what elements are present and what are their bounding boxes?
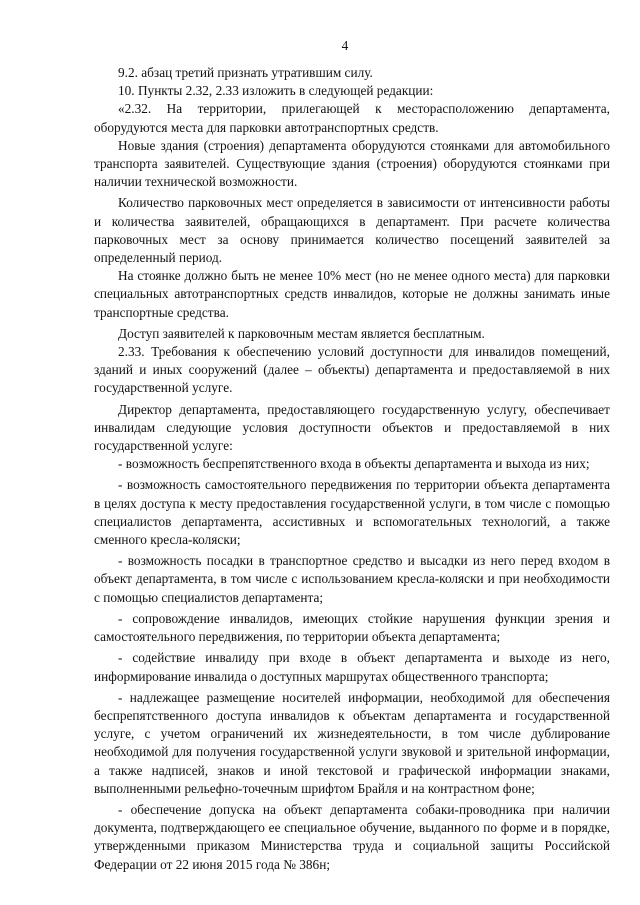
page-number: 4 [341,38,349,53]
paragraph-9-2: 9.2. абзац третий признать утратившим силу. [118,65,373,80]
list-item-guide-dog: - обеспечение допуска на объект департамента собаки-проводника при наличии документа, подтверждающего ее специальное обучение, выданного по форме и в порядке, утвержденными приказом Министерства труда и социальной защиты Российской Федерации от 22 июня 2015 года № 386н; [94,801,610,872]
paragraph-disabled-parking: На стоянке должно быть не менее 10% мест (но не менее одного места) для парковки специальных автотранспортных средств инвалидов, которые не должны занимать иные транспортные средства. [94,268,610,320]
paragraph-10: 10. Пункты 2.32, 2.33 изложить в следующей редакции: [118,83,434,99]
paragraph-new-buildings: Новые здания (строения) департамента оборудуются стоянками для автомобильного транспорта заявителей. Существующие здания (строения) оборудуются стоянками при наличии технической возможности. [94,137,610,190]
paragraph-parking-count: Количество парковочных мест определяется в зависимости от интенсивности работы и количества заявителей, обращающихся в департамент. При расчете количества парковочных мест за основу принимается количество посещений заявителей за определенный период. [94,195,610,266]
list-item-information-placement: - надлежащее размещение носителей информации, необходимой для обеспечения беспрепятственного доступа инвалидов к объектам департамента и государственной услуге, с учетом ограничений их жизнедеятельности, в том числе дублирование необходимой для получения государственной услуги звуковой и зрительной информации, а также надписей, знаков и иной текстовой и графической информации знаками, выполненными рельефно-точечным шрифтом Брайля и на контрастном фоне; [94,689,610,796]
paragraph-2-33: 2.33. Требования к обеспечению условий доступности для инвалидов помещений, зданий и иных сооружений (далее – объекты) департамента и предоставляемой в них государственной услуге. [94,344,610,396]
list-item-assistance: - содействие инвалиду при входе в объект департамента и выходе из него, информирование инвалида о доступных маршрутах общественного транспорта; [94,650,610,684]
paragraph-free-access: Доступ заявителей к парковочным местам является бесплатным. [118,325,485,341]
list-item-escort: - сопровождение инвалидов, имеющих стойкие нарушения функции зрения и самостоятельного передвижения, по территории объекта департамента; [94,610,610,645]
list-item-transport-boarding: - возможность посадки в транспортное средство и высадки из него перед входом в объект департамента, в том числе с использованием кресла-коляски и при необходимости с помощью специалистов департамента; [94,553,610,605]
list-item-movement: - возможность самостоятельного передвижения по территории объекта департамента в целях доступа к месту предоставления государственной услуги, в том числе с помощью специалистов департамента, ассистивных и вспомогательных технологий, а также сменного кресла-коляски; [94,477,610,548]
document-body [94,64,610,874]
list-item-entry-exit: - возможность беспрепятственного входа в объекты департамента и выхода из них; [118,456,590,472]
paragraph-director: Директор департамента, предоставляющего государственную услугу, обеспечивает инвалидам следующие условия доступности объектов и предоставляемой в них государственной услуге: [94,401,610,454]
paragraph-2-32: «2.32. На территории, прилегающей к месторасположению департамента, оборудуются места для парковки автотранспортных средств. [94,101,610,135]
